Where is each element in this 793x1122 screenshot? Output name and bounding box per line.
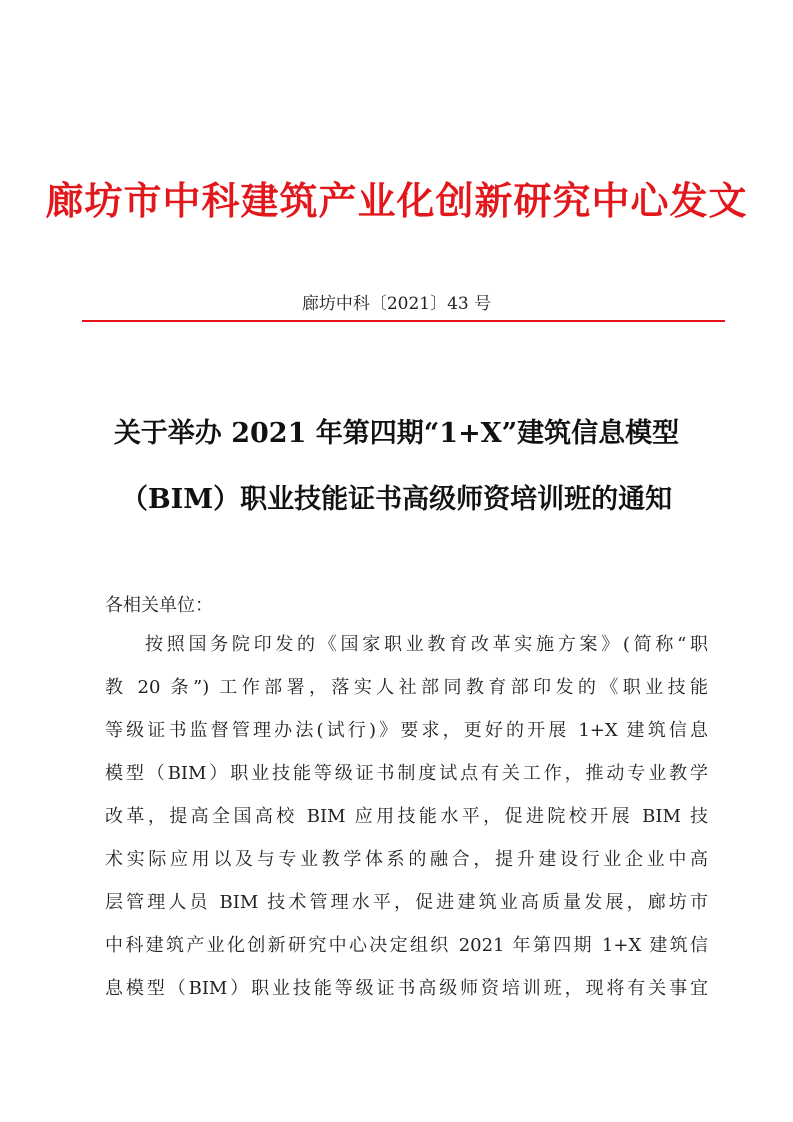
body-line: 术实际应用以及与专业教学体系的融合，提升建设行业企业中高 xyxy=(105,849,708,870)
notice-title-line-1: 关于举办 2021 年第四期“1+X”建筑信息模型 xyxy=(113,418,680,449)
notice-title-line-2: （BIM）职业技能证书高级师资培训班的通知 xyxy=(120,484,673,515)
body-line: 息模型（BIM）职业技能等级证书高级师资培训班，现将有关事宜 xyxy=(105,978,708,999)
body-line: 改革，提高全国高校 BIM 应用技能水平，促进院校开展 BIM 技 xyxy=(105,806,708,827)
body-line: 中科建筑产业化创新研究中心决定组织 2021 年第四期 1+X 建筑信 xyxy=(105,935,708,956)
body-line: 教 20 条”) 工作部署，落实人社部同教育部印发的《职业技能 xyxy=(105,677,708,698)
body-line: 层管理人员 BIM 技术管理水平，促进建筑业高质量发展，廊坊市 xyxy=(105,892,708,913)
red-divider-line xyxy=(82,320,725,322)
salutation: 各相关单位： xyxy=(105,595,213,616)
body-line: 按照国务院印发的《国家职业教育改革实施方案》(简称“职 xyxy=(145,634,708,655)
issuing-organization-title: 廊坊市中科建筑产业化创新研究中心发文 xyxy=(45,178,748,223)
body-line: 模型（BIM）职业技能等级证书制度试点有关工作，推动专业教学 xyxy=(105,763,708,784)
document-number: 廊坊中科〔2021〕43 号 xyxy=(301,294,492,314)
body-line: 等级证书监督管理办法(试行)》要求，更好的开展 1+X 建筑信息 xyxy=(105,720,708,741)
